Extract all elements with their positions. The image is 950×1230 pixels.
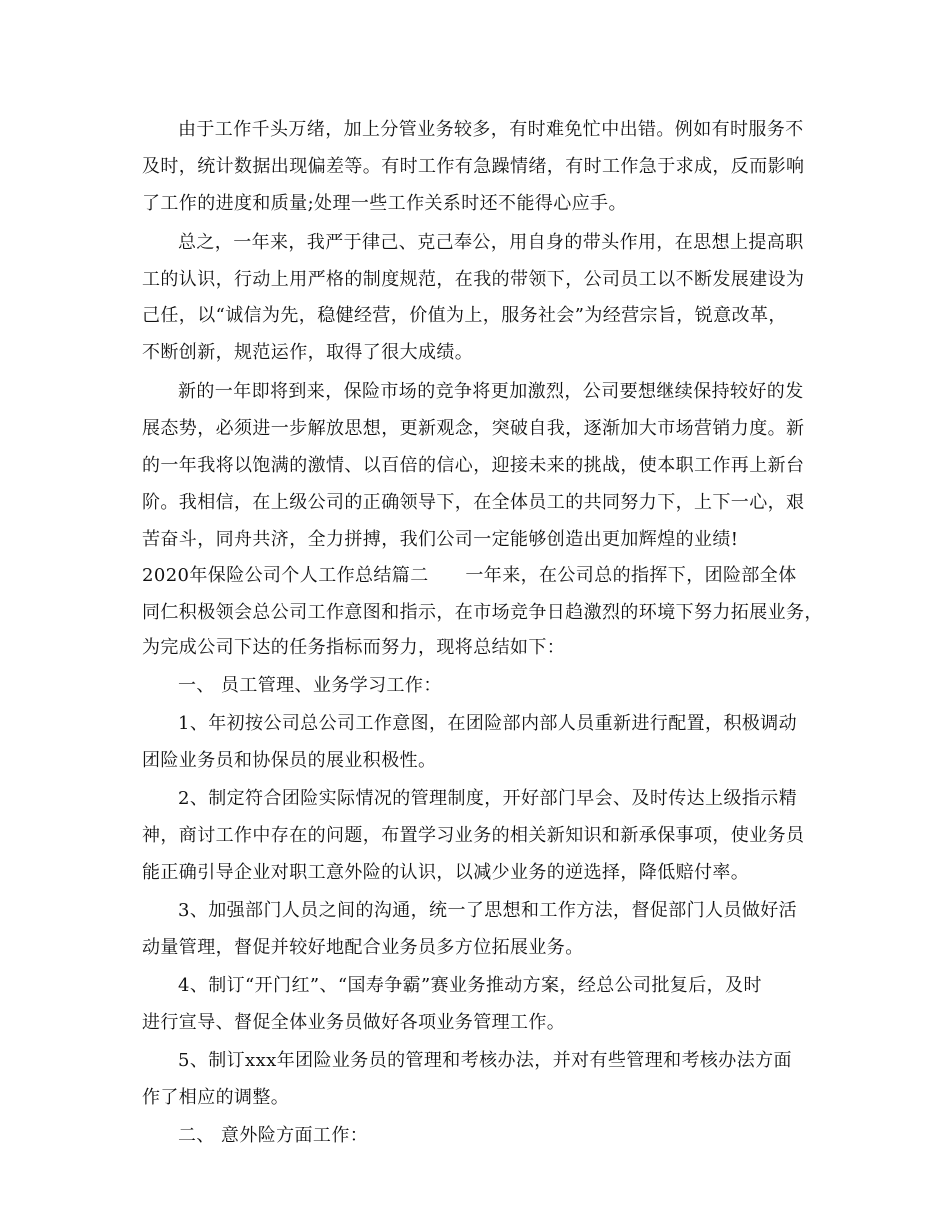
text-line: 己任，以“诚信为先，稳健经营，价值为上，服务社会”为经营宗旨，锐意改革， bbox=[142, 305, 787, 326]
text-line: 5、制订xxx年团险业务员的管理和考核办法，并对有些管理和考核办法方面 bbox=[178, 1050, 792, 1071]
text-line: 能正确引导企业对职工意外险的认识，以减少业务的逆选择，降低赔付率。 bbox=[142, 862, 750, 883]
text-line: 神，商讨工作中存在的问题，布置学习业务的相关新知识和新承保事项，使业务员 bbox=[142, 825, 805, 846]
text-line: 阶。我相信，在上级公司的正确领导下，在全体员工的共同努力下，上下一心，艰 bbox=[142, 492, 805, 513]
text-line: 2、制定符合团险实际情况的管理制度，开好部门早会、及时传达上级指示精 bbox=[178, 788, 798, 809]
text-line: 苦奋斗，同舟共济，全力拼搏，我们公司一定能够创造出更加辉煌的业绩! bbox=[142, 529, 739, 550]
text-line: 工的认识，行动上用严格的制度规范，在我的带领下，公司员工以不断发展建设为 bbox=[142, 269, 805, 290]
text-line: 了工作的进度和质量;处理一些工作关系时还不能得心应手。 bbox=[142, 193, 627, 214]
text-line: 不断创新，规范运作，取得了很大成绩。 bbox=[142, 342, 474, 363]
text-line: 4、制订“开门红”、“国寿争霸”赛业务推动方案，经总公司批复后，及时 bbox=[178, 975, 762, 996]
text-line: 一、 员工管理、业务学习工作： bbox=[178, 675, 442, 696]
text-line: 进行宣导、督促全体业务员做好各项业务管理工作。 bbox=[142, 1012, 566, 1033]
text-line: 3、加强部门人员之间的沟通，统一了思想和工作方法，督促部门人员做好活 bbox=[178, 900, 798, 921]
text-line: 作了相应的调整。 bbox=[142, 1087, 290, 1108]
text-line: 的一年我将以饱满的激情、以百倍的信心，迎接未来的挑战，使本职工作再上新台 bbox=[142, 455, 805, 476]
text-line: 团险业务员和协保员的展业积极性。 bbox=[142, 750, 437, 771]
text-line: 同仁积极领会总公司工作意图和指示，在市场竞争日趋激烈的环境下努力拓展业务， bbox=[142, 602, 823, 623]
text-line: 展态势，必须进一步解放思想，更新观念，突破自我，逐渐加大市场营销力度。新 bbox=[142, 418, 805, 439]
text-line: 由于工作千头万绪，加上分管业务较多，有时难免忙中出错。例如有时服务不 bbox=[178, 119, 804, 140]
text-line: 总之，一年来，我严于律己、克己奉公，用自身的带头作用，在思想上提高职 bbox=[178, 232, 804, 253]
text-line: 动量管理，督促并较好地配合业务员多方位拓展业务。 bbox=[142, 937, 584, 958]
text-line: 新的一年即将到来，保险市场的竞争将更加激烈，公司要想继续保持较好的发 bbox=[178, 381, 804, 402]
text-line: 及时，统计数据出现偏差等。有时工作有急躁情绪，有时工作急于求成，反而影响 bbox=[142, 156, 805, 177]
text-line: 为完成公司下达的任务指标而努力，现将总结如下： bbox=[142, 637, 566, 658]
text-line: 2020年保险公司个人工作总结篇二 一年来，在公司总的指挥下，团险部全体 bbox=[142, 565, 797, 586]
text-line: 二、 意外险方面工作： bbox=[178, 1125, 369, 1146]
text-line: 1、年初按公司总公司工作意图，在团险部内部人员重新进行配置，积极调动 bbox=[178, 713, 798, 734]
